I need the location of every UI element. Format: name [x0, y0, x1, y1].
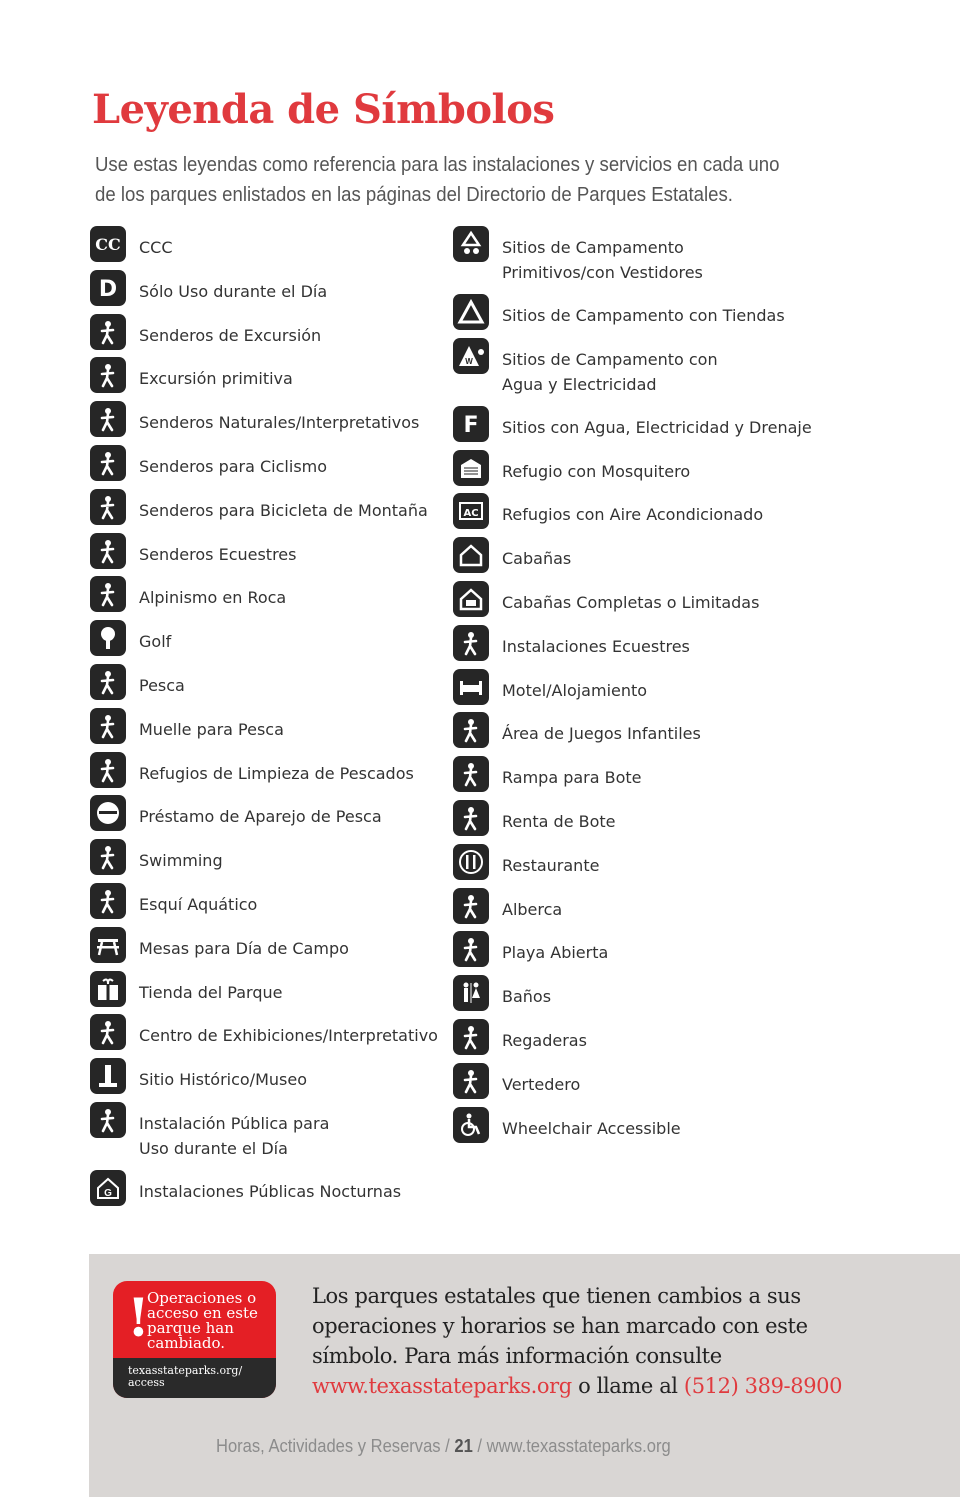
page-number: 21	[454, 1436, 473, 1456]
legend-item	[453, 844, 893, 888]
page-title: Leyenda de Símbolos	[92, 86, 555, 133]
horse-rider-icon	[90, 533, 126, 569]
legend-label: Área de Juegos Infantiles	[502, 724, 701, 744]
legend-label: Playa Abierta	[502, 943, 609, 963]
footer-website[interactable]: www.texasstateparks.org	[486, 1436, 671, 1456]
ccc-icon	[90, 226, 126, 262]
water-electric-camp-icon	[453, 338, 489, 374]
legend-item	[90, 708, 450, 752]
legend-item	[453, 226, 893, 294]
exhibit-center-icon	[90, 1014, 126, 1050]
svg-text:AC: AC	[463, 508, 479, 520]
legend-label: Senderos de Excursión	[139, 325, 322, 345]
legend-item	[90, 314, 450, 358]
legend-label: Rampa para Bote	[502, 768, 642, 788]
legend-item	[90, 533, 450, 577]
legend-item	[90, 1014, 450, 1058]
legend-item	[90, 489, 450, 533]
legend-left-column	[90, 226, 450, 1214]
legend-item	[90, 445, 450, 489]
legend-item	[90, 752, 450, 796]
badge-text: Operaciones o acceso en este parque han cambiado.	[147, 1289, 258, 1352]
legend-item	[90, 226, 450, 270]
legend-label: Restaurante	[502, 855, 600, 875]
restroom-icon	[453, 975, 489, 1011]
bed-icon	[453, 669, 489, 705]
tackle-loaner-icon	[90, 795, 126, 831]
legend-label: Instalación Pública para Uso durante el Día	[139, 1113, 330, 1158]
svg-text:G: G	[104, 1187, 112, 1199]
legend-label: Senderos Naturales/Interpretativos	[139, 413, 420, 433]
legend-label: Motel/Alojamiento	[502, 680, 648, 700]
legend-item	[453, 537, 893, 581]
legend-label: Refugios con Aire Acondicionado	[502, 505, 764, 525]
legend-label: Vertedero	[502, 1074, 581, 1094]
website-link[interactable]: www.texasstateparks.org	[312, 1374, 572, 1398]
picnic-table-icon	[90, 927, 126, 963]
legend-label: Wheelchair Accessible	[502, 1118, 681, 1138]
legend-item	[453, 975, 893, 1019]
restaurant-icon	[453, 844, 489, 880]
legend-item	[90, 927, 450, 971]
legend-label: Sitio Histórico/Museo	[139, 1070, 307, 1090]
legend-label: Alpinismo en Roca	[139, 588, 287, 608]
full-cabin-icon	[453, 581, 489, 617]
boat-ramp-icon	[453, 756, 489, 792]
legend-item	[90, 1058, 450, 1102]
footer-separator: /	[440, 1436, 455, 1456]
legend-label: Centro de Exhibiciones/Interpretativo	[139, 1026, 438, 1046]
legend-item	[453, 1019, 893, 1063]
legend-item	[453, 756, 893, 800]
legend-item	[453, 712, 893, 756]
golf-icon	[90, 620, 126, 656]
legend-label: Senderos para Ciclismo	[139, 456, 328, 476]
legend-item	[453, 450, 893, 494]
notice-middle: o llame al	[571, 1374, 684, 1398]
historic-site-icon	[90, 1058, 126, 1094]
legend-item	[453, 888, 893, 932]
legend-label: Préstamo de Aparejo de Pesca	[139, 807, 382, 827]
legend-item	[90, 664, 450, 708]
legend-item	[90, 620, 450, 664]
legend-label: Cabañas	[502, 549, 572, 569]
legend-label: Sitios de Campamento con Agua y Electricidad	[502, 349, 718, 394]
cabin-icon	[453, 537, 489, 573]
legend-label: CCC	[139, 238, 173, 257]
legend-label: Pesca	[139, 675, 185, 695]
ac-shelter-icon	[453, 493, 489, 529]
screened-shelter-icon	[453, 450, 489, 486]
legend-label: Excursión primitiva	[139, 369, 293, 389]
legend-item	[453, 800, 893, 844]
legend-label: Swimming	[139, 851, 223, 871]
fishing-pier-icon	[90, 708, 126, 744]
gift-icon	[90, 971, 126, 1007]
notice-text	[312, 1281, 872, 1401]
shower-icon	[453, 1019, 489, 1055]
footer-section: Horas, Actividades y Reservas	[216, 1436, 441, 1456]
access-changed-badge	[113, 1281, 276, 1398]
swimmer-icon	[90, 839, 126, 875]
legend-label: Sólo Uso durante el Día	[139, 281, 328, 301]
legend-item	[453, 406, 893, 450]
notice-body: Los parques estatales que tienen cambios a sus operaciones y horarios se han marcado con este símbolo. Para más información consulte	[312, 1284, 808, 1368]
boat-rental-icon	[453, 800, 489, 836]
legend-label: Senderos para Bicicleta de Montaña	[139, 500, 428, 520]
equestrian-facility-icon	[453, 625, 489, 661]
legend-label: Sitios con Agua, Electricidad y Drenaje	[502, 417, 812, 437]
legend-item	[90, 576, 450, 620]
legend-item	[90, 1102, 450, 1170]
intro-text: Use estas leyendas como referencia para las instalaciones y servicios en cada uno de los parques enlistados en las páginas del Directorio de Parques Estatales.	[95, 154, 780, 206]
exclamation-icon: !	[127, 1288, 150, 1349]
legend-item	[90, 795, 450, 839]
legend-label: Instalaciones Ecuestres	[502, 636, 690, 656]
pool-icon	[453, 888, 489, 924]
full-hookup-icon	[453, 406, 489, 442]
legend-label: Golf	[139, 632, 172, 652]
legend-label: Refugio con Mosquitero	[502, 461, 691, 481]
legend-label: Regaderas	[502, 1030, 587, 1050]
legend-label: Alberca	[502, 899, 563, 919]
legend-item	[453, 931, 893, 975]
legend-label: Senderos Ecuestres	[139, 544, 297, 564]
legend-item	[453, 1063, 893, 1107]
legend-item	[453, 493, 893, 537]
legend-item	[453, 1107, 893, 1151]
page-footer	[216, 1436, 671, 1457]
tent-icon	[453, 294, 489, 330]
beach-icon	[453, 931, 489, 967]
footer-separator: /	[472, 1436, 487, 1456]
nature-trail-icon	[90, 401, 126, 437]
fish-icon	[90, 664, 126, 700]
day-use-icon	[90, 270, 126, 306]
legend-label: Cabañas Completas o Limitadas	[502, 592, 760, 612]
legend-item	[90, 1170, 450, 1214]
legend-item	[90, 839, 450, 883]
phone-number[interactable]: (512) 389-8900	[683, 1374, 843, 1398]
rock-climbing-icon	[90, 576, 126, 612]
svg-text:D: D	[98, 276, 118, 302]
legend-item	[90, 971, 450, 1015]
legend-item	[90, 401, 450, 445]
legend-item	[453, 581, 893, 625]
fish-cleaning-icon	[90, 752, 126, 788]
legend-right-column	[453, 226, 893, 1150]
svg-text:CC: CC	[95, 235, 121, 254]
mountain-bike-icon	[90, 489, 126, 525]
legend-label: Muelle para Pesca	[139, 719, 284, 739]
svg-text:W: W	[465, 356, 473, 366]
dump-station-icon	[453, 1063, 489, 1099]
svg-text:F: F	[463, 412, 479, 438]
legend-label: Sitios de Campamento con Tiendas	[502, 306, 785, 325]
wheelchair-icon	[453, 1107, 489, 1143]
legend-label: Baños	[502, 987, 552, 1007]
legend-label: Sitios de Campamento Primitivos/con Vestidores	[502, 238, 703, 282]
legend-item	[90, 883, 450, 927]
badge-url: texasstateparks.org/ access	[128, 1364, 243, 1389]
playground-icon	[453, 712, 489, 748]
legend-item	[453, 338, 893, 406]
legend-label: Tienda del Parque	[139, 982, 283, 1002]
legend-item	[90, 357, 450, 401]
footprint-icon	[90, 357, 126, 393]
legend-item	[453, 625, 893, 669]
legend-label: Renta de Bote	[502, 811, 616, 831]
legend-label: Esquí Aquático	[139, 894, 258, 914]
legend-label: Refugios de Limpieza de Pescados	[139, 763, 414, 783]
legend-item	[453, 669, 893, 713]
legend-label: Mesas para Día de Campo	[139, 938, 349, 958]
water-ski-icon	[90, 883, 126, 919]
hiker-icon	[90, 314, 126, 350]
group-overnight-icon	[90, 1170, 126, 1206]
legend-item	[453, 294, 893, 338]
primitive-camp-icon	[453, 226, 489, 262]
group-day-use-icon	[90, 1102, 126, 1138]
bicycle-icon	[90, 445, 126, 481]
legend-label: Instalaciones Públicas Nocturnas	[139, 1181, 402, 1201]
legend-item	[90, 270, 450, 314]
